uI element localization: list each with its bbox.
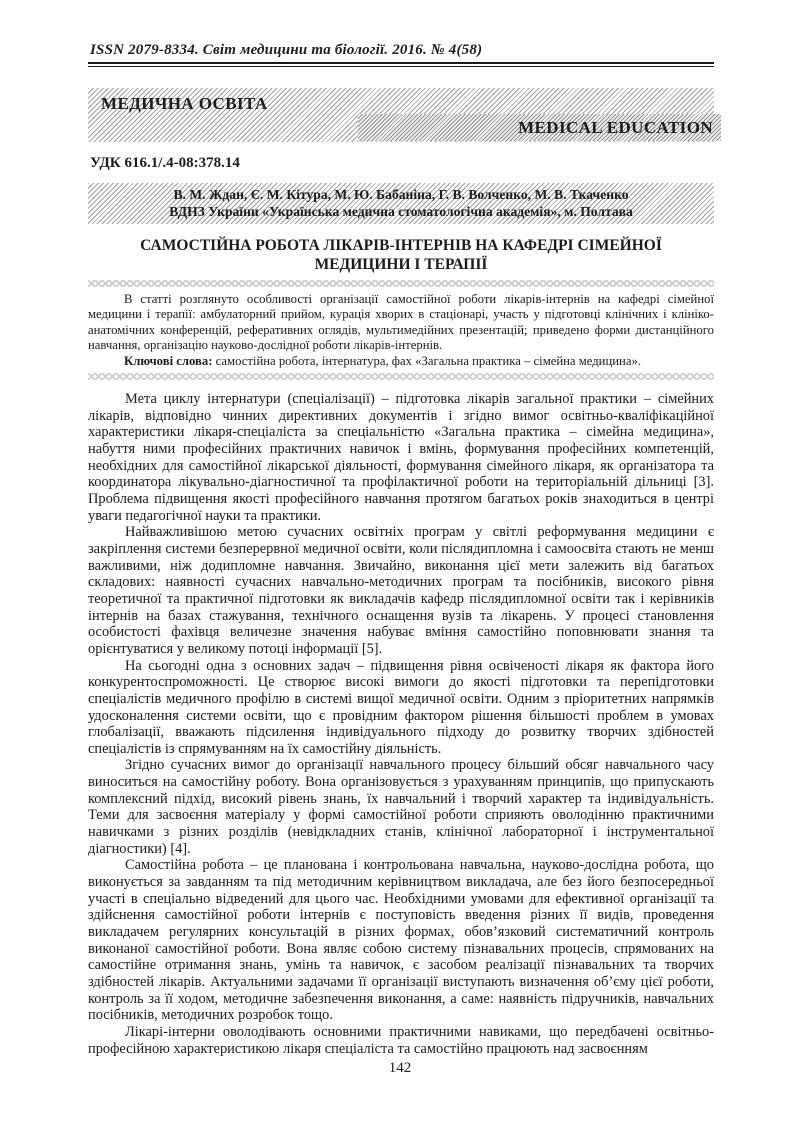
body-paragraph: Мета циклу інтернатури (спеціалізації) – підготовка лікарів загальної практики – сімейних лікарів, відповідно чинних директивних документів і згідно вимог освітньо-кваліфікаційної характеристики лікаря-спеціаліста за спеціальністю «Загальна практика – сімейна медицина», набуття ними професійних практичних навичок і вмінь, формування професійних компетенцій, необхідних для самостійної лікарської діяльності, формування сімейного лікаря, як організатора та координатора лікувально-діагностичної та профілактичної роботи на територіальній дільниці [3]. Проблема підвищення якості професійного навчання протягом багатьох років знаходиться в центрі уваги педагогічної науки та практики. xyxy=(88,391,714,524)
authors-banner xyxy=(88,183,714,224)
article-title: САМОСТІЙНА РОБОТА ЛІКАРІВ-ІНТЕРНІВ НА КАФЕДРІ СІМЕЙНОЇ МЕДИЦИНИ І ТЕРАПІЇ xyxy=(140,237,662,273)
divider-zigzag-bottom xyxy=(88,373,714,380)
article-body xyxy=(88,391,714,1057)
authors-line: В. М. Ждан, Є. М. Кітура, М. Ю. Бабаніна, Г. В. Волченко, М. В. Ткаченко xyxy=(173,187,629,202)
body-paragraph: Лікарі-інтерни оволодівають основними практичними навиками, що передбачені освітньо-професійною характеристикою лікаря спеціаліста та самостійно працюють над засвоєнням xyxy=(88,1023,714,1057)
body-paragraph: На сьогодні одна з основних задач – підвищення рівня освіченості лікаря як фактора його конкурентоспроможності. Це створює високі вимоги до якості підготовки та перепідготовки спеціалістів медичного профілю в системі вищої медичної освіти. Одним з пріоритетних напрямків удосконалення системи освіти, що є провідним фактором рішення більшості проблем в умовах глобалізації, вважають підсилення індивідуального підходу до розвитку творчих здібностей спеціалістів із спрямуванням на їх самостійну діяльність. xyxy=(88,657,714,757)
section-title-en: MEDICAL EDUCATION xyxy=(518,117,713,137)
body-paragraph: Найважливішою метою сучасних освітніх програм у світлі реформування медицини є закріплення системи безперервної медичної освіти, коли післядипломна і самоосвіта стають не менш важливими, ніж додипломне навчання. Звичайно, виконання цієї мети залежить від багатьох складових: наявності сучасних навчально-методичних програм та посібників, високого рівня теоретичної та практичної підготовки як викладачів кафедр післядипломної освіти так і керівників інтернів на базах стажування, технічного оснащення вузів та лікарень. У процесі становлення особистості фахівця величезне значення набуває вміння самостійно поповнювати знання та орієнтуватися у великому потоці інформації [5]. xyxy=(88,524,714,657)
abstract-paragraph: В статті розглянуто особливості організації самостійної роботи лікарів-інтернів на кафедрі сімейної медицини і терапії: амбулаторний прийом, курація хворих в стаціонарі, участь у підготовці клінічних і клініко-анатомічних конференцій, реферативних оглядів, мультимедійних презентацій; приведено форми дистанційного навчання, організацію науково-дослідної роботи лікарів-інтернів. xyxy=(88,292,714,353)
section-title-en-band xyxy=(358,114,721,141)
affiliation-line: ВДНЗ України «Українська медична стоматологічна академія», м. Полтава xyxy=(169,204,633,219)
body-paragraph: Самостійна робота – це планована і контрольована навчальна, науково-дослідна робота, що виконується за завданням та під методичним керівництвом викладача, але без його безпосередньої участі в спеціально відведений для цього час. Необхідними умовами для ефективної організації та здійснення самостійної роботи інтернів є поступовість введення різних її видів, проведення викладачем регулярних консультацій в різних формах, обов’язковий систематичний контроль виконаної самостійної роботи. Вона являє собою систему пізнавальних процесів, спрямованих на самостійне отримання знань, умінь та навичок, є засобом реалізації пізнавальних та творчих здібностей лікарів. Актуальними задачами її організації виступають визначення об’єму цієї роботи, контроль за її ходом, методичне забезпечення виконання, а саме: наявність підручників, навчальних посібників, методичних розробок тощо. xyxy=(88,857,714,1024)
divider-zigzag-top xyxy=(88,280,714,287)
udc-code: УДК 616.1/.4-08:378.14 xyxy=(90,155,240,171)
section-banner xyxy=(88,88,714,142)
keywords-text: самостійна робота, інтернатура, фах «Загальна практика – сімейна медицина». xyxy=(212,353,641,368)
page-number: 142 xyxy=(388,1060,412,1076)
section-title-uk: МЕДИЧНА ОСВІТА xyxy=(101,94,268,113)
content-column xyxy=(88,0,714,1057)
header-divider xyxy=(88,62,714,67)
body-paragraph: Згідно сучасних вимог до організації навчального процесу більший обсяг навчального часу виноситься на самостійну роботу. Вона організовується з урахуванням принципів, що припускають комплексний підхід, високий рівень знань, їх навчальний і творчий характер та індивідуальність. Теми для засвоєння матеріалу у формі самостійної роботи сприяють оволодінню практичними навичками з різних розділів (невідкладних станів, клінічної лабораторної і інструментальної діагностики) [4]. xyxy=(88,757,714,857)
keywords-line xyxy=(88,354,714,369)
keywords-label: Ключові слова: xyxy=(124,353,213,368)
journal-header: ISSN 2079-8334. Світ медицини та біології. 2016. № 4(58) xyxy=(90,42,483,58)
